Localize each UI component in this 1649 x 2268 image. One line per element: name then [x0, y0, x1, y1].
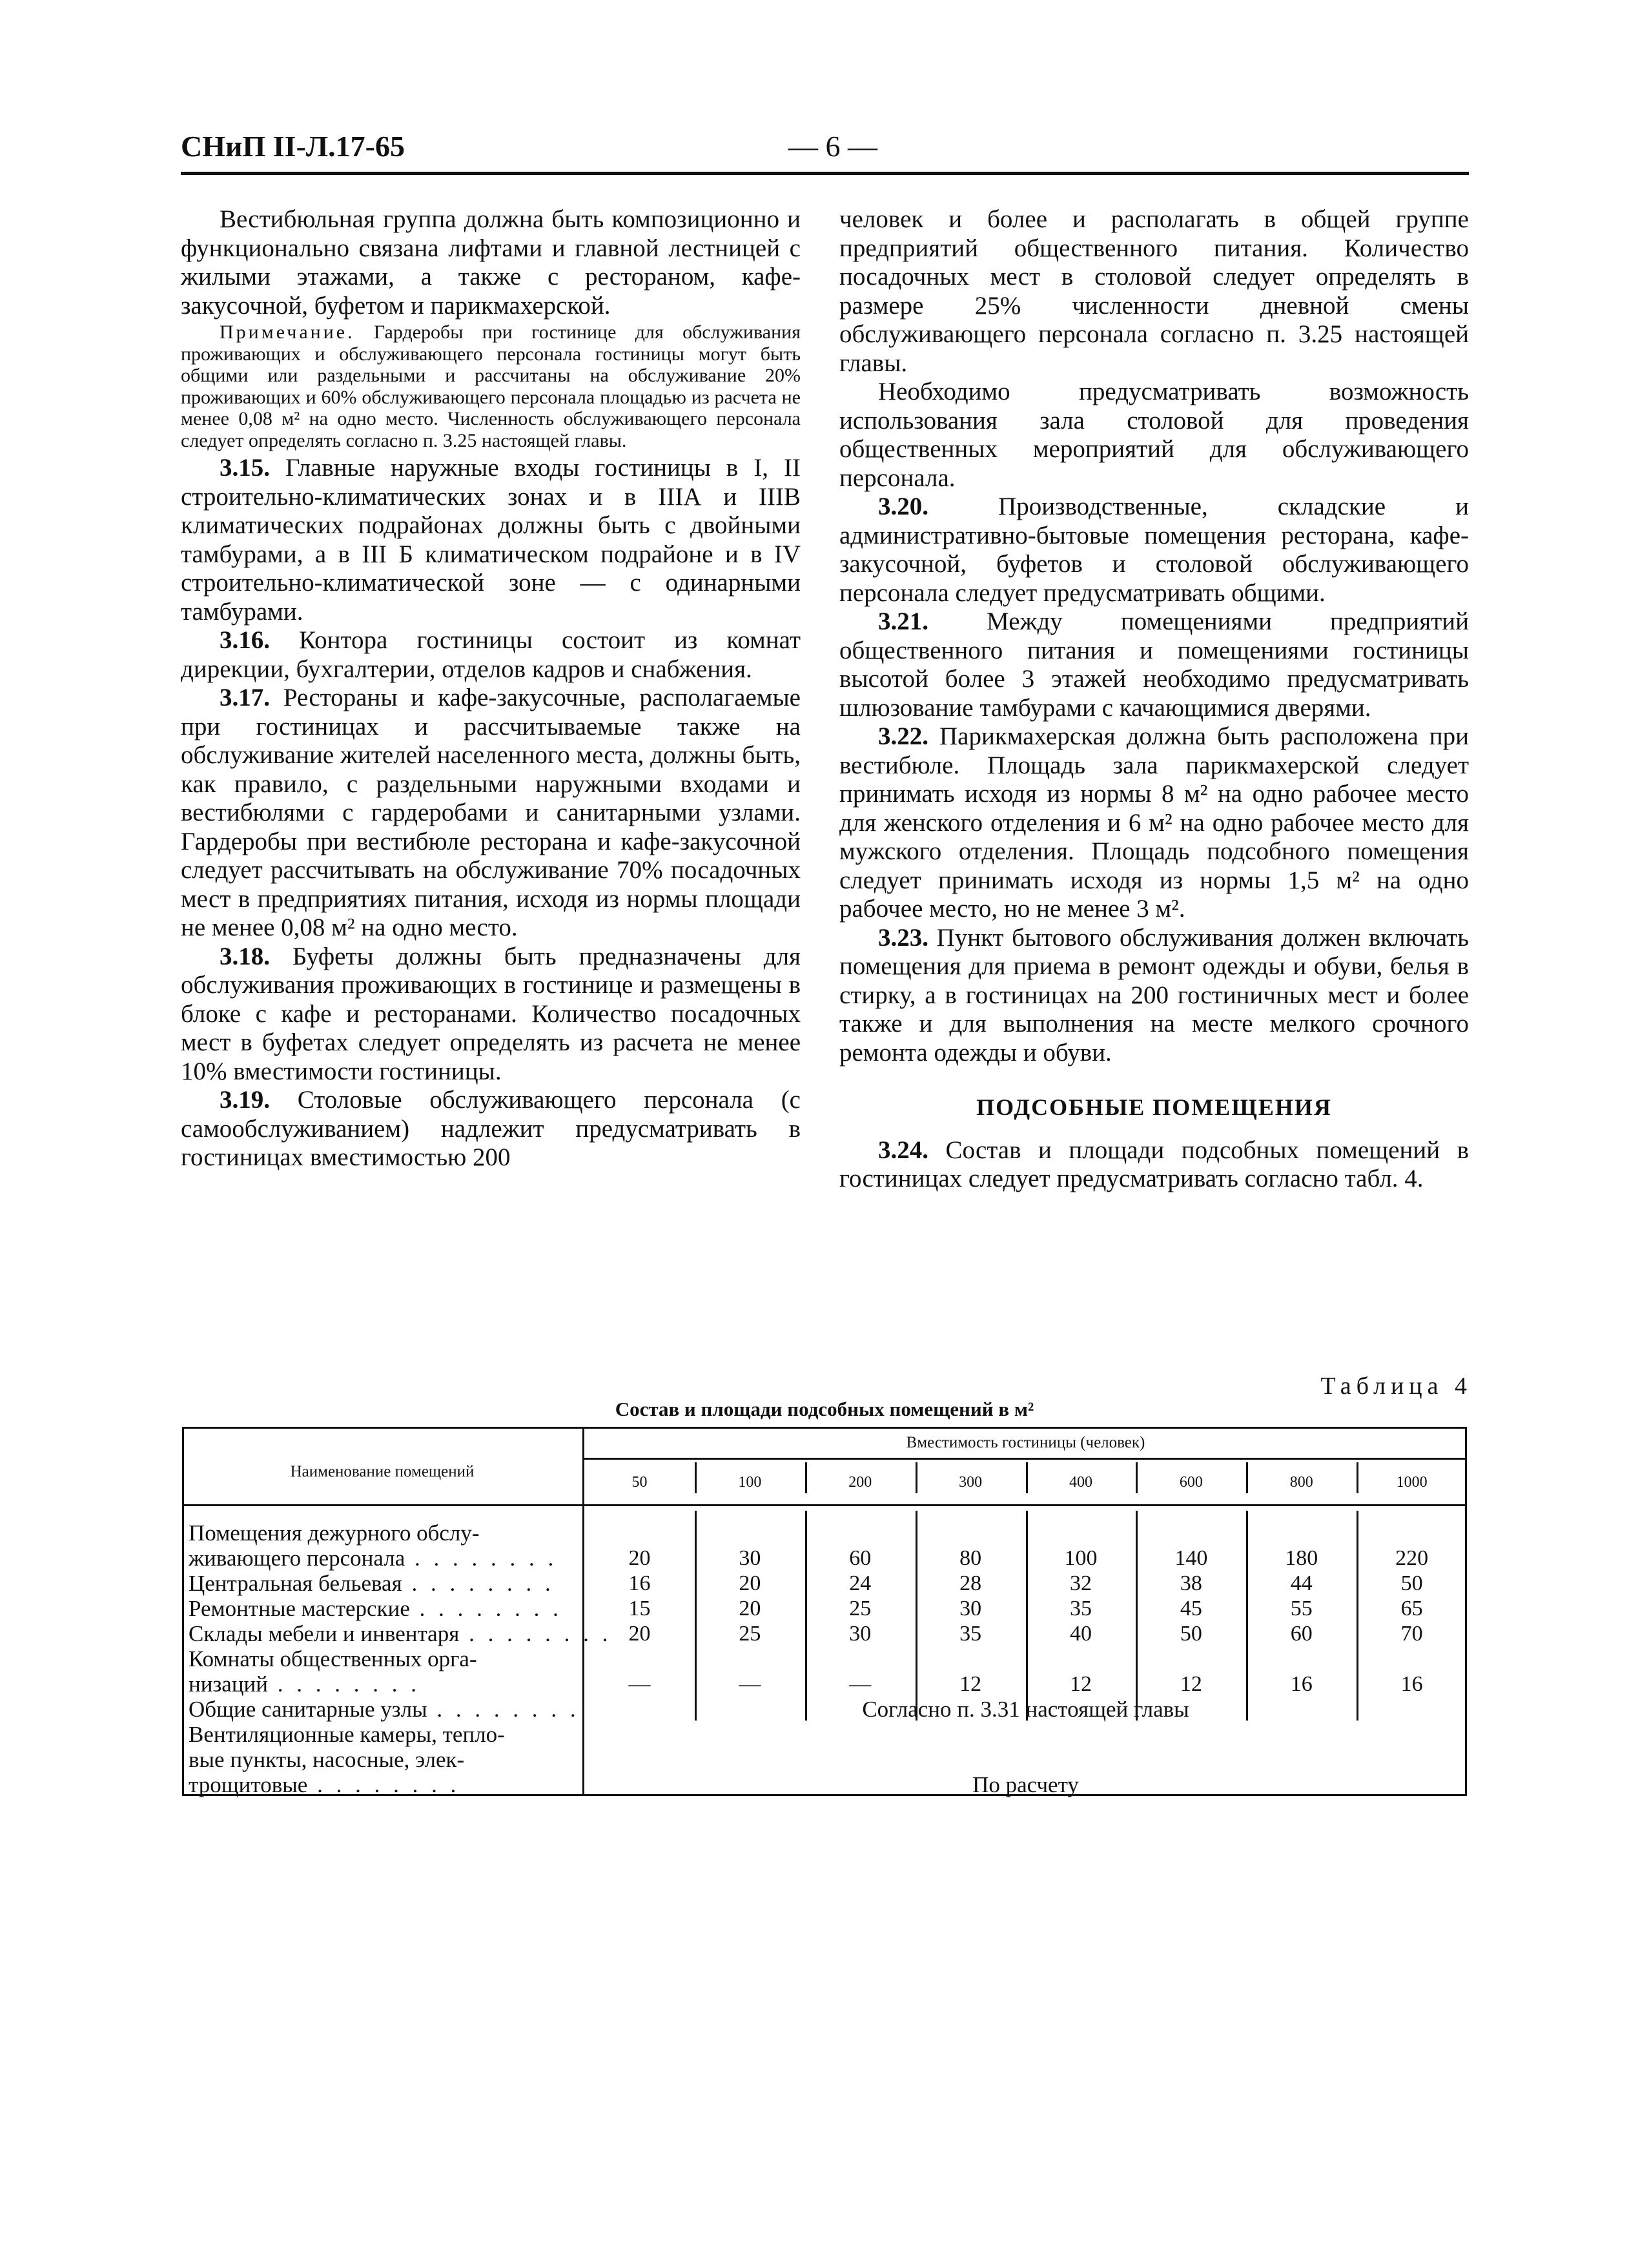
- table-row-label-line: Склады мебели и инвентаря . . . . . . . .: [189, 1621, 612, 1646]
- paragraph-3-16: [181, 626, 801, 684]
- table-row-label-line: Помещения дежурного обслу-: [189, 1520, 480, 1546]
- table-cell: 28: [959, 1571, 982, 1595]
- table-cell: 16: [1400, 1672, 1423, 1696]
- clause-number: 3.23.: [878, 923, 928, 952]
- section-heading: ПОДСОБНЫЕ ПОМЕЩЕНИЯ: [976, 1094, 1332, 1120]
- table-row-label-line: Общие санитарные узлы . . . . . . . .: [189, 1697, 580, 1722]
- table-row-label-line: вые пункты, насосные, элек-: [189, 1747, 465, 1772]
- table-row-label: [189, 1697, 579, 1722]
- table-column-header: 50: [631, 1473, 648, 1491]
- table-row-label-line: трощитовые . . . . . . . .: [189, 1772, 460, 1797]
- table-header-capacity: Вместимость гостиницы (человек): [906, 1434, 1145, 1451]
- table-row-label: [189, 1621, 612, 1646]
- paragraph-3-18: [181, 943, 801, 1087]
- table-cell: 12: [1069, 1672, 1092, 1696]
- clause-text: Контора гостиницы состоит из комнат дирекции, бухгалтерии, отделов кадров и снабжения.: [181, 626, 801, 683]
- table-column-divider: [695, 1462, 697, 1493]
- paragraph-3-15: [181, 454, 801, 626]
- table-cell: 40: [1069, 1622, 1092, 1646]
- table-row-label: [189, 1571, 579, 1596]
- table-cell: 140: [1174, 1546, 1208, 1570]
- table-cell: 20: [739, 1571, 761, 1595]
- table-column-header: 100: [738, 1473, 762, 1491]
- table-cell: 16: [628, 1571, 651, 1595]
- clause-text: Между помещениями предприятий общественного питания и помещениями гостиницы высотой более 3 этажей необходимо предусматривать шлюзование тамбурами с качающимися дверями.: [839, 608, 1470, 722]
- clause-number: 3.17.: [220, 684, 270, 711]
- table-row-label: [189, 1646, 579, 1697]
- table-cell: 15: [628, 1597, 651, 1620]
- leader-dots: . . . . . . . .: [402, 1571, 555, 1596]
- table-row-label: [189, 1520, 579, 1571]
- table-cell: 50: [1400, 1571, 1423, 1595]
- table-cell: 12: [1180, 1672, 1202, 1696]
- note-text: Гардеробы при гостинице для обслуживания проживающих и обслуживающего персонала гостиницы могут быть общими или раздельными и рассчитаны на обслуживание 20% проживающих и 60% обслуживающего персонала площадью из расчета не менее 0,08 м² на одно место. Численность обслуживающего персонала следует определять согласно п. 3.25 настоящей главы.: [181, 322, 801, 451]
- table-cell: 16: [1290, 1672, 1313, 1696]
- table-span-cell: Согласно п. 3.31 настоящей главы: [862, 1697, 1189, 1722]
- note-label: Примечание.: [220, 322, 355, 343]
- table-cell: 20: [739, 1597, 761, 1620]
- table-column-divider: [916, 1462, 917, 1493]
- table-column-header: 200: [848, 1473, 872, 1491]
- clause-text: Рестораны и кафе-закусочные, располагаемые при гостиницах и рассчитываемые также на обслуживание жителей населенного места, должны быть, как правило, с раздельными наружными входами и вестибюлями с гардеробами и санитарными узлами. Гардеробы при вестибюле ресторана и кафе-закусочной следует рассчитывать на обслуживание 70% посадочных мест в предприятиях питания, исходя из нормы площади не менее 0,08 м² на одно место.: [181, 684, 801, 941]
- table-cell: 50: [1180, 1622, 1202, 1646]
- table-cell: 44: [1290, 1571, 1313, 1595]
- clause-text: Пункт бытового обслуживания должен включать помещения для приема в ремонт одежды и обуви, белья в стирку, а в гостиницах на 200 гостиничных мест и более также и для выполнения на месте мелкого срочного ремонта одежды и обуви.: [839, 923, 1469, 1067]
- paragraph-3-20: [839, 493, 1469, 608]
- table-cell: 60: [1290, 1622, 1313, 1646]
- page-header: [181, 129, 1469, 177]
- clause-text: Состав и площади подсобных помещений в гостиницах следует предусматривать согласно табл. 4.: [839, 1136, 1469, 1192]
- table-column-header: 800: [1289, 1473, 1313, 1491]
- table-label: Таблица 4: [1320, 1373, 1472, 1400]
- leader-dots: . . . . . . . .: [268, 1671, 421, 1697]
- leader-dots: . . . . . . . .: [427, 1697, 580, 1722]
- table-cell: 30: [849, 1622, 872, 1646]
- paragraph-3-19-continued: человек и более и располагать в общей группе предприятий общественного питания. Количество посадочных мест в столовой следует определять в размере 25% численности дневной смены обслуживающего персонала согласно п. 3.25 настоящей главы.: [839, 205, 1469, 377]
- table-cell: 35: [1069, 1597, 1092, 1620]
- clause-text: Парикмахерская должна быть расположена при вестибюле. Площадь зала парикмахерской следует принимать исходя из нормы 8 м² на одно рабочее место для женского отделения и 6 м² на одно рабочее место для мужского отделения. Площадь подсобного помещения следует принимать исходя из нормы 1,5 м² на одно рабочее место, но не менее 3 м².: [839, 722, 1470, 923]
- table-row-label-line: Центральная бельевая . . . . . . . .: [189, 1571, 555, 1596]
- table-title: Состав и площади подсобных помещений в м²: [615, 1398, 1034, 1420]
- table-row-label-line: Вентиляционные камеры, тепло-: [189, 1722, 505, 1747]
- table: [182, 1427, 1467, 1796]
- paragraph-3-23: [839, 924, 1469, 1068]
- table-span-cell: По расчету: [972, 1772, 1079, 1797]
- paragraph-3-19: [181, 1086, 801, 1172]
- table-row-label: [189, 1722, 579, 1797]
- table-cell: 100: [1064, 1546, 1098, 1570]
- clause-text: Производственные, складские и административно-бытовые помещения ресторана, кафе-закусочной, буфетов и столовой обслуживающего персонала следует предусматривать общими.: [839, 493, 1469, 607]
- clause-number: 3.22.: [878, 722, 928, 750]
- leader-dots: . . . . . . . .: [307, 1772, 460, 1797]
- table-cell: 38: [1180, 1571, 1202, 1595]
- table-column-divider: [1136, 1462, 1138, 1493]
- leader-dots: . . . . . . . .: [409, 1596, 562, 1621]
- table-cell: 220: [1395, 1546, 1429, 1570]
- leader-dots: . . . . . . . .: [405, 1546, 558, 1571]
- table-cell: —: [739, 1672, 761, 1696]
- clause-number: 3.21.: [878, 608, 928, 635]
- leader-dots: . . . . . . . .: [459, 1621, 612, 1646]
- table-cell: 45: [1180, 1597, 1202, 1620]
- clause-number: 3.16.: [220, 626, 270, 654]
- paragraph-3-24: [839, 1136, 1469, 1194]
- table-cell: 20: [628, 1622, 651, 1646]
- page-number: — 6 —: [788, 130, 877, 163]
- table-cell: 20: [628, 1546, 651, 1570]
- clause-text: Буфеты должны быть предназначены для обслуживания проживающих в гостинице и размещены в блоке с кафе и ресторанами. Количество посадочных мест в буфетах следует определять из расчета не менее 10% вместимости гостиницы.: [181, 942, 801, 1085]
- right-column: [839, 205, 1469, 1194]
- table-column-divider: [805, 1462, 807, 1493]
- table-cell: 35: [959, 1622, 982, 1646]
- clause-number: 3.19.: [220, 1086, 270, 1114]
- clause-text: Главные наружные входы гостиницы в I, II строительно-климатических зонах и в IIIА и IIIВ климатических подрайонах должны быть с двойными тамбурами, а в III Б климатическом подрайоне и в IV строительно-климатической зоне — с одинарными тамбурами.: [181, 454, 801, 626]
- clause-text: Столовые обслуживающего персонала (с самообслуживанием) надлежит предусматривать в гостиницах вместимостью 200: [181, 1086, 801, 1171]
- table-cell: —: [849, 1672, 872, 1696]
- left-column: [181, 205, 801, 1172]
- table-cell: 12: [959, 1672, 982, 1696]
- table-cell: 80: [959, 1546, 982, 1570]
- table-cell: 70: [1400, 1622, 1423, 1646]
- table-cell: —: [628, 1672, 651, 1696]
- table-cell: 24: [849, 1571, 872, 1595]
- table-row-label-line: Ремонтные мастерские . . . . . . . .: [189, 1596, 562, 1621]
- clause-number: 3.20.: [878, 493, 928, 520]
- table-cell: 65: [1400, 1597, 1423, 1620]
- table-row-label-line: живающего персонала . . . . . . . .: [189, 1546, 558, 1571]
- paragraph-3-22: [839, 722, 1469, 924]
- table-column-header: 600: [1179, 1473, 1203, 1491]
- table-column-divider: [1026, 1462, 1028, 1493]
- table-header-name: Наименование помещений: [290, 1463, 475, 1480]
- table-column-divider: [1357, 1462, 1358, 1493]
- table-row-label-line: низаций . . . . . . . .: [189, 1671, 421, 1697]
- clause-number: 3.15.: [220, 454, 270, 482]
- table-column-header: 400: [1069, 1473, 1092, 1491]
- document-code: СНиП II-Л.17-65: [181, 130, 405, 163]
- table-cell: 60: [849, 1546, 872, 1570]
- table-cell: 25: [739, 1622, 761, 1646]
- paragraph-vestibule: Вестибюльная группа должна быть композиционно и функционально связана лифтами и главной лестницей с жилыми этажами, а также с рестораном, кафе-закусочной, буфетом и парикмахерской.: [181, 205, 801, 320]
- table-column-header: 300: [959, 1473, 983, 1491]
- paragraph-3-21: [839, 608, 1469, 722]
- note: [181, 322, 801, 451]
- table-column-divider: [1246, 1462, 1248, 1493]
- paragraph-3-17: [181, 684, 801, 943]
- table-cell: 55: [1290, 1597, 1313, 1620]
- clause-number: 3.18.: [220, 942, 270, 970]
- table-cell: 25: [849, 1597, 872, 1620]
- paragraph-dining-hall: Необходимо предусматривать возможность использования зала столовой для проведения общественных мероприятий для обслуживающего персонала.: [839, 378, 1469, 492]
- clause-number: 3.24.: [878, 1136, 928, 1164]
- header-rule: [181, 172, 1469, 175]
- table-row-label: [189, 1596, 579, 1621]
- table-cell: 32: [1069, 1571, 1092, 1595]
- table-row-label-line: Комнаты общественных орга-: [189, 1646, 477, 1671]
- table-cell: 180: [1285, 1546, 1318, 1570]
- table-cell: 30: [959, 1597, 982, 1620]
- table-cell: 30: [739, 1546, 761, 1570]
- table-column-header: 1000: [1396, 1473, 1428, 1491]
